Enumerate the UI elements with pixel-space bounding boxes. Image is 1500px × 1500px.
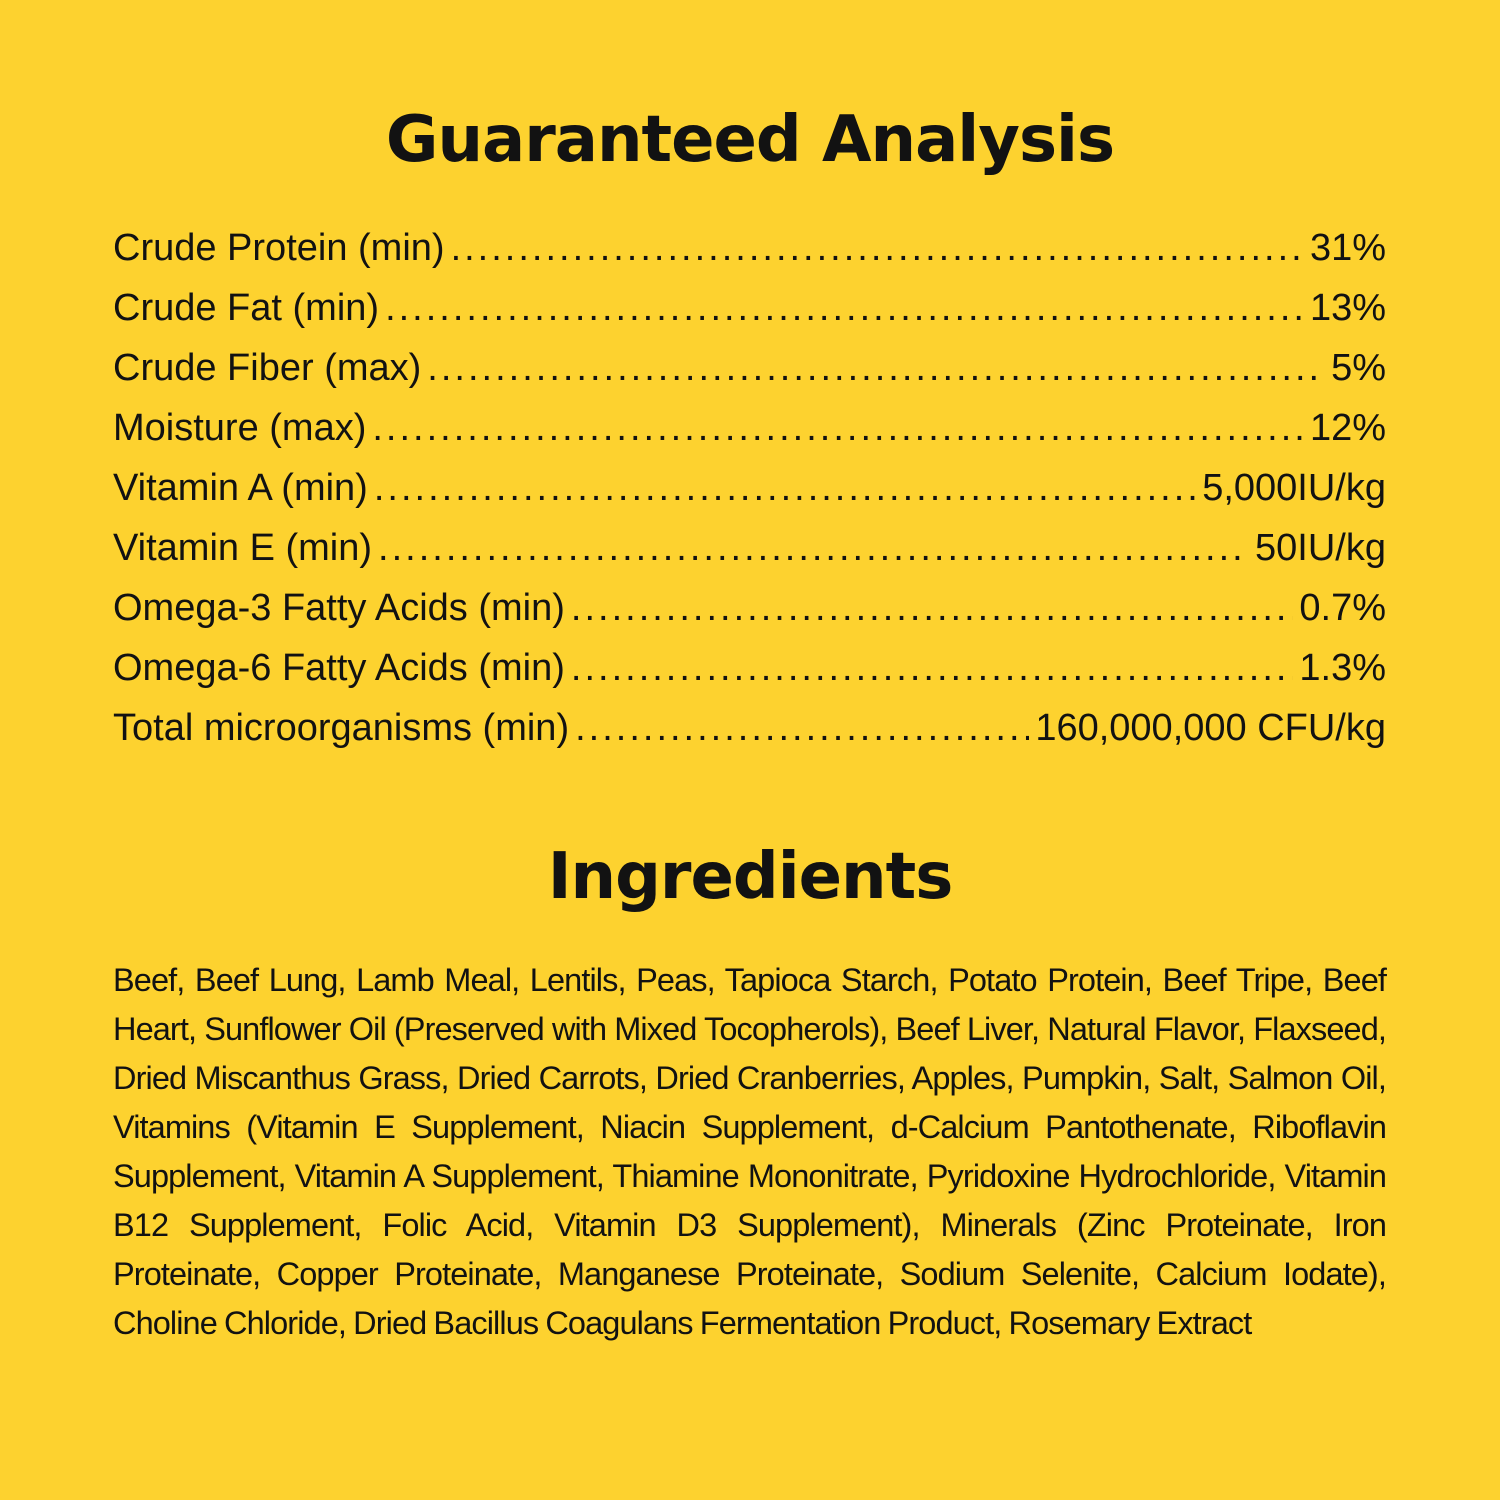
dot-leader: [378, 518, 1249, 578]
analysis-label: Crude Protein (min): [113, 227, 445, 269]
dot-leader: [575, 698, 1029, 758]
analysis-row-omega-6: [113, 638, 1386, 698]
analysis-label: Crude Fiber (max): [113, 347, 422, 389]
dot-leader: [571, 638, 1293, 698]
dot-leader: [374, 458, 1196, 518]
ingredients-text: Beef, Beef Lung, Lamb Meal, Lentils, Peas, Tapioca Starch, Potato Protein, Beef Tripe, Beef Heart, Sunflower Oil (Preserved with Mixed Tocopherols), Beef Liver, Natural Flavor, Flaxseed, Dried Miscanthus Grass, Dried Carrots, Dried Cranberries, Apples, Pumpkin, Salt, Salmon Oil, Vitamins (Vitamin E Supplement, Niacin Supplement, d-Calcium Pantothenate, Riboflavin Supplement, Vitamin A Supplement, Thiamine Mononitrate, Pyridoxine Hydrochloride, Vitamin B12 Supplement, Folic Acid, Vitamin D3 Supplement), Minerals (Zinc Proteinate, Iron Proteinate, Copper Proteinate, Manganese Proteinate, Sodium Selenite, Calcium Iodate), Choline Chloride, Dried Bacillus Coagulans Fermentation Product, Rosemary Extract: [113, 962, 1386, 1341]
analysis-value: 12%: [1309, 407, 1386, 449]
guaranteed-analysis-list: [113, 218, 1386, 758]
dot-leader: [427, 338, 1325, 398]
analysis-value: 31%: [1309, 227, 1386, 269]
analysis-label: Omega-3 Fatty Acids (min): [113, 587, 565, 629]
analysis-value: 1.3%: [1299, 647, 1386, 689]
analysis-row-crude-protein: [113, 218, 1386, 278]
analysis-label: Moisture (max): [113, 407, 367, 449]
ingredients-title: Ingredients: [547, 840, 953, 914]
dot-leader: [372, 398, 1304, 458]
analysis-value: 50IU/kg: [1255, 527, 1386, 569]
analysis-row-vitamin-e: [113, 518, 1386, 578]
dot-leader: [385, 278, 1304, 338]
analysis-label: Omega-6 Fatty Acids (min): [113, 647, 565, 689]
analysis-row-moisture: [113, 398, 1386, 458]
analysis-label: Vitamin E (min): [113, 527, 373, 569]
analysis-value: 13%: [1309, 287, 1386, 329]
analysis-value: 5%: [1331, 347, 1386, 389]
guaranteed-analysis-title: Guaranteed Analysis: [385, 103, 1115, 177]
analysis-row-vitamin-a: [113, 458, 1386, 518]
analysis-row-microorganisms: [113, 698, 1386, 758]
analysis-label: Vitamin A (min): [113, 467, 368, 509]
analysis-row-omega-3: [113, 578, 1386, 638]
analysis-value: 160,000,000 CFU/kg: [1035, 707, 1386, 749]
analysis-row-crude-fat: [113, 278, 1386, 338]
dot-leader: [571, 578, 1293, 638]
analysis-label: Total microorganisms (min): [113, 707, 570, 749]
analysis-label: Crude Fat (min): [113, 287, 380, 329]
analysis-value: 0.7%: [1299, 587, 1386, 629]
dot-leader: [451, 218, 1304, 278]
analysis-value: 5,000IU/kg: [1202, 467, 1386, 509]
analysis-row-crude-fiber: [113, 338, 1386, 398]
